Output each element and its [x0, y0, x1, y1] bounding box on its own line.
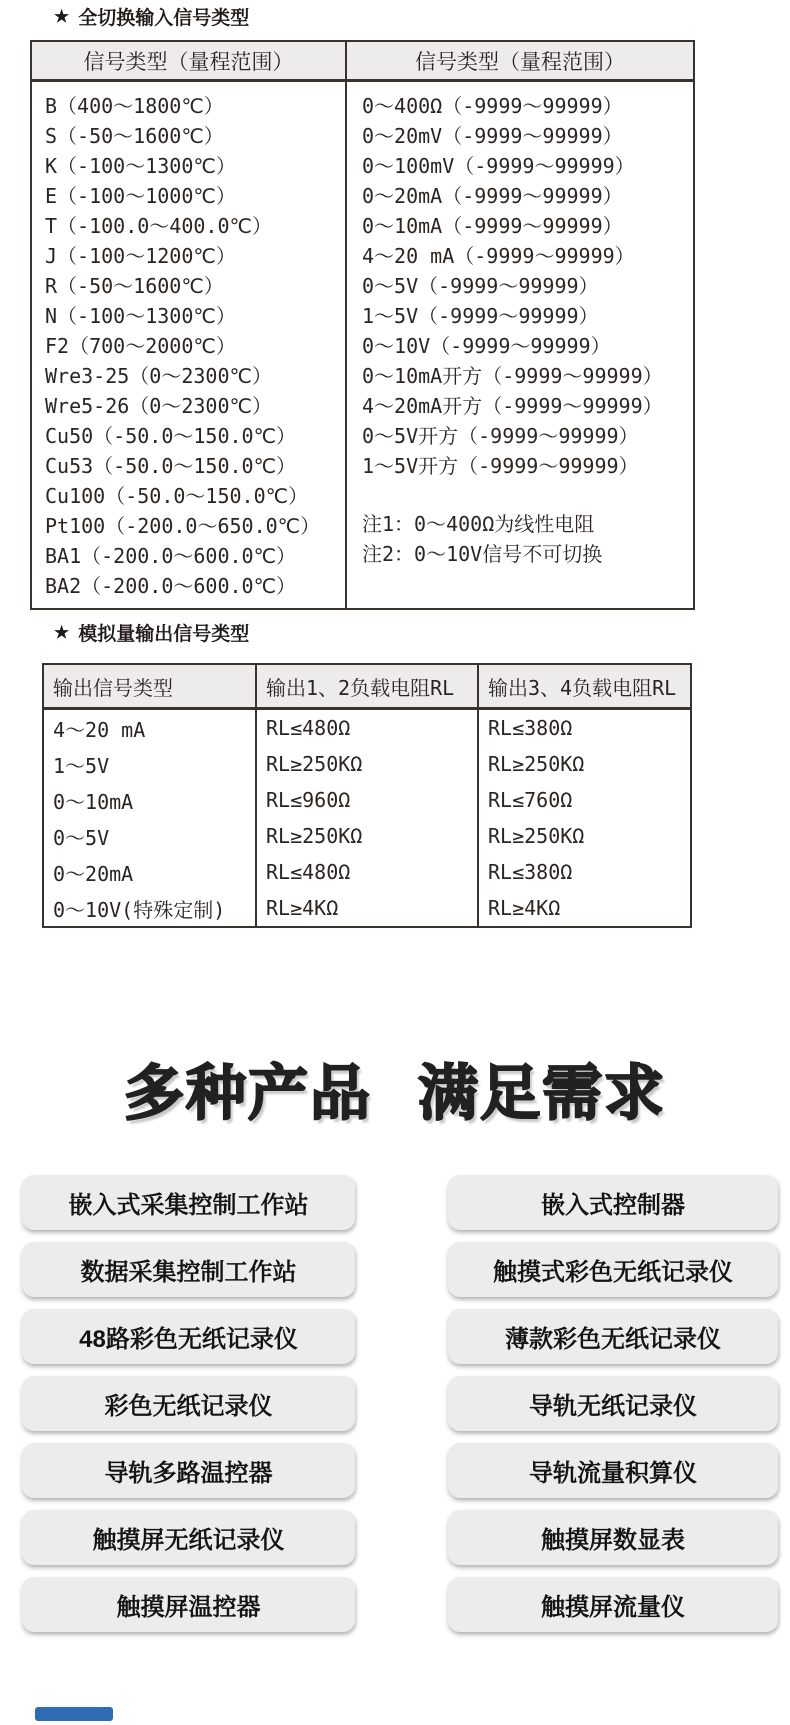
- rl12-cell: RL≥250KΩ: [257, 746, 479, 782]
- product-button[interactable]: 嵌入式采集控制工作站: [22, 1175, 355, 1230]
- signal-row: BA2（-200.0～600.0℃）: [45, 574, 297, 598]
- output-table-row: [44, 818, 690, 854]
- rl34-cell: RL≤380Ω: [488, 716, 573, 740]
- output-type-cell: 0～10V(特殊定制): [44, 890, 257, 926]
- input-table-header-left: 信号类型（量程范围）: [32, 42, 347, 79]
- product-button[interactable]: 触摸屏数显表: [448, 1510, 778, 1565]
- input-table-header-right: 信号类型（量程范围）: [415, 49, 625, 74]
- signal-row: Cu100（-50.0～150.0℃）: [45, 484, 309, 508]
- signal-row: J（-100～1200℃）: [45, 244, 236, 268]
- rl12-cell: RL≥4KΩ: [257, 890, 479, 926]
- table-notes: [362, 509, 693, 569]
- thermocouple-signal-list: [32, 82, 347, 610]
- output-table-row: [44, 746, 690, 782]
- output-table-row: [44, 854, 690, 890]
- signal-row: 0～400Ω（-9999～99999）: [362, 94, 623, 118]
- product-button[interactable]: 触摸式彩色无纸记录仪: [448, 1242, 778, 1297]
- star-icon: ★: [54, 6, 70, 26]
- signal-row: 0～10mA（-9999～99999）: [362, 214, 623, 238]
- signal-row: 0～10V（-9999～99999）: [362, 334, 611, 358]
- rl12-cell: RL≤480Ω: [257, 854, 479, 890]
- rl12-cell: RL≤480Ω: [257, 710, 479, 746]
- signal-row: B（400～1800℃）: [45, 94, 224, 118]
- product-list-right: [448, 1175, 778, 1632]
- product-button[interactable]: 触摸屏无纸记录仪: [22, 1510, 355, 1565]
- signal-row: Pt100（-200.0～650.0℃）: [45, 514, 321, 538]
- product-button[interactable]: 导轨无纸记录仪: [448, 1376, 778, 1431]
- signal-row: 1～5V开方（-9999～99999）: [362, 454, 639, 478]
- output-type-cell: 0～10mA: [44, 782, 257, 818]
- signal-row: 4～20 mA（-9999～99999）: [362, 244, 635, 268]
- product-button[interactable]: 导轨多路温控器: [22, 1443, 355, 1498]
- banner-title-right: 满足需求: [418, 1060, 666, 1127]
- rl12-cell: RL≥250KΩ: [257, 818, 479, 854]
- signal-row: BA1（-200.0～600.0℃）: [45, 544, 297, 568]
- rl34-cell: RL≥4KΩ: [488, 896, 561, 920]
- input-signal-section-title: 全切换输入信号类型: [78, 8, 250, 29]
- bottom-blue-bar: [35, 1707, 113, 1721]
- product-button[interactable]: 触摸屏温控器: [22, 1577, 355, 1632]
- output-type-cell: 0～20mA: [44, 854, 257, 890]
- signal-row: 0～5V（-9999～99999）: [362, 274, 599, 298]
- product-button[interactable]: 数据采集控制工作站: [22, 1242, 355, 1297]
- product-button[interactable]: 导轨流量积算仪: [448, 1443, 778, 1498]
- signal-row: 4～20mA开方（-9999～99999）: [362, 394, 663, 418]
- output-type-cell: 1～5V: [44, 746, 257, 782]
- product-list-left: [22, 1175, 355, 1632]
- rl12-cell: RL≤960Ω: [257, 782, 479, 818]
- rl34-cell: RL≥250KΩ: [488, 752, 585, 776]
- product-button[interactable]: 嵌入式控制器: [448, 1175, 778, 1230]
- rl34-cell: RL≥250KΩ: [488, 824, 585, 848]
- star-icon: ★: [54, 622, 70, 642]
- banner-title: [0, 1046, 790, 1132]
- signal-row: 0～20mA（-9999～99999）: [362, 184, 623, 208]
- output-signal-table: [42, 663, 692, 928]
- input-table-header-row: [32, 42, 693, 82]
- rl34-cell: RL≤760Ω: [488, 788, 573, 812]
- output-table-header-type: 输出信号类型: [44, 665, 257, 707]
- output-table-row: [44, 890, 690, 926]
- signal-row: S（-50～1600℃）: [45, 124, 224, 148]
- banner-title-left: 多种产品: [124, 1060, 372, 1127]
- linear-signal-list: [347, 82, 693, 610]
- input-table-body: [32, 82, 693, 610]
- signal-row: T（-100.0～400.0℃）: [45, 214, 272, 238]
- output-type-cell: 4～20 mA: [44, 710, 257, 746]
- input-signal-table: [30, 40, 695, 610]
- signal-row: Wre3-25（0～2300℃）: [45, 364, 272, 388]
- signal-row: 0～100mV（-9999～99999）: [362, 154, 635, 178]
- signal-row: K（-100～1300℃）: [45, 154, 236, 178]
- signal-row: 0～5V开方（-9999～99999）: [362, 424, 639, 448]
- signal-row: 0～20mV（-9999～99999）: [362, 124, 623, 148]
- output-table-header-row: [44, 665, 690, 710]
- output-signal-section-title: 模拟量输出信号类型: [78, 624, 250, 645]
- signal-row: E（-100～1000℃）: [45, 184, 236, 208]
- note-1: 注1：0～400Ω为线性电阻: [362, 512, 595, 536]
- signal-row: 0～10mA开方（-9999～99999）: [362, 364, 663, 388]
- product-button[interactable]: 彩色无纸记录仪: [22, 1376, 355, 1431]
- signal-row: N（-100～1300℃）: [45, 304, 236, 328]
- signal-row: Cu50（-50.0～150.0℃）: [45, 424, 297, 448]
- product-button[interactable]: 薄款彩色无纸记录仪: [448, 1309, 778, 1364]
- output-table-header-rl12: 输出1、2负载电阻RL: [257, 665, 479, 707]
- output-signal-section-heading: [54, 619, 249, 646]
- signal-row: R（-50～1600℃）: [45, 274, 224, 298]
- output-table-row: [44, 710, 690, 746]
- product-button[interactable]: 触摸屏流量仪: [448, 1577, 778, 1632]
- output-table-row: [44, 782, 690, 818]
- rl34-cell: RL≤380Ω: [488, 860, 573, 884]
- note-2: 注2：0～10V信号不可切换: [362, 542, 603, 566]
- signal-row: 1～5V（-9999～99999）: [362, 304, 599, 328]
- product-button[interactable]: 48路彩色无纸记录仪: [22, 1309, 355, 1364]
- signal-row: Wre5-26（0～2300℃）: [45, 394, 272, 418]
- signal-row: Cu53（-50.0～150.0℃）: [45, 454, 297, 478]
- output-type-cell: 0～5V: [44, 818, 257, 854]
- signal-row: F2（700～2000℃）: [45, 334, 236, 358]
- output-table-header-rl34: 输出3、4负载电阻RL: [488, 675, 677, 700]
- input-signal-section-heading: [54, 3, 249, 30]
